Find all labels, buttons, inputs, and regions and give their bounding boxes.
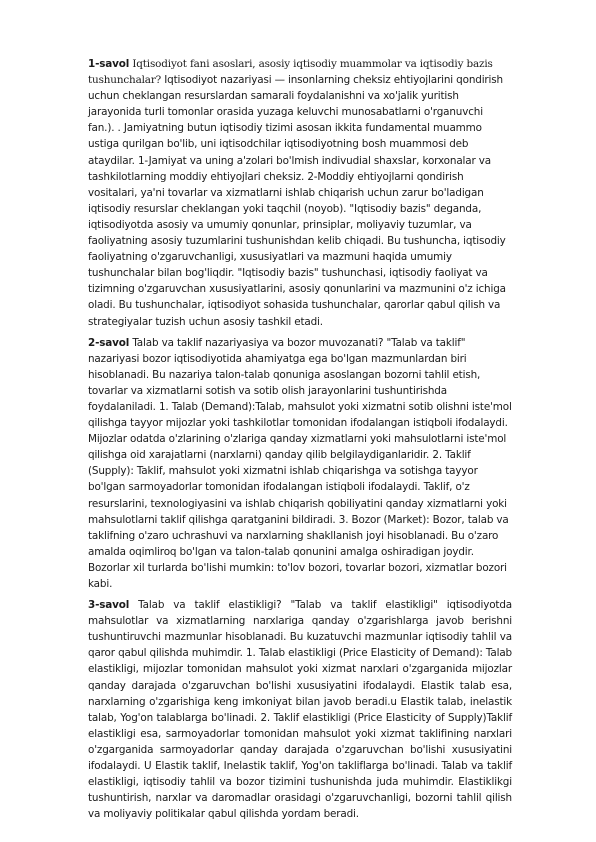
answer-text: Talab va taklif elastikligi? "Talab va taklif elastikligi" iqtisodiyotda mahsulotlar va xizmatlarning narxlariga qanday o'zgarishlarga javob berishni tushuntiruvchi mazmunlar hisoblanadi. Bu kuzatuvchi mazmunlar iqtisodiy tahlil va qaror qabul qilishda muhimdir. 1. Talab elastikligi (Price Elasticity of Demand): Talab elastikligi, mijozlar tomonidan mahsulot yoki xizmat narxlari o'zgarganida mijozlar qanday darajada o'zgaruvchan bo'lishi xususiyatini ifodalaydi. Elastik talab esa, narxlarning o'zgarishiga keng imkoniyat bilan javob beradi.u Elastik talab, inelastik talab, Yog'on talablarga bo'linadi. 2. Taklif elastikligi (Price Elasticity of Supply)Taklif elastikligi esa, sarmoyadorlar tomonidan mahsulot yoki xizmat taklifining narxlari o'zgarganida sarmoyadorlar qanday darajada o'zgaruvchan bo'lishi xususiyatini ifodalaydi. U Elastik taklif, Inelastik taklif, Yog'on takliflarga bo'linadi. Talab va taklif elastikligi, iqtisodiy tahlil va bozor tizimini tushunishda juda muhimdir. Elastiklikgi tushuntirish, narxlar va daromadlar orasidagi o'zgaruvchanligi, bozorni tahlil qilish va moliyaviy politikalar qabul qilishda yordam beradi. [88,599,512,821]
question-label: 3-savol [88,599,130,612]
document-page [88,56,512,827]
paragraph-question-2 [88,335,512,593]
question-label: 2-savol [88,336,130,349]
answer-text: Talab va taklif nazariyasiya va bozor muvozanati? "Talab va taklif" nazariyasi bozor iqtisodiyotida ahamiyatga ega bo'lgan mazmunlardan biri hisoblanadi. Bu nazariya talon-talab qonuniga asoslangan bozorni tahlil etish, tovarlar va xizmatlarni sotish va sotib olish jarayonlarini tushuntirishda foydalaniladi. 1. Talab (Demand):Talab, mahsulot yoki xizmatni sotib olishni iste'mol qilishga tayyor mijozlar yoki tashkilotlar tomonidan ifodalangan istiqboli ifodalaydi. Mijozlar odatda o'zlarining o'zlariga qanday xizmatlarni yoki mahsulotlarni iste'mol qilishga oid xarajatlarni (narxlarni) qanday qilib belgilaydiganlaridir. 2. Taklif (Supply): Taklif, mahsulot yoki xizmatni ishlab chiqarishga va sotishga tayyor bo'lgan sarmoyadorlar tomonidan ifodalangan istiqboli ifodalaydi. Taklif, o'z resurslarini, texnologiyasini va ishlab chiqarish qobiliyatini qanday xizmatlarni yoki mahsulotlarni taklif qilishga qaratganini bildiradi. 3. Bozor (Market): Bozor, talab va taklifning o'zaro uchrashuvi va narxlarning shakllanish joyi hisoblanadi. Bu o'zaro amalda oqimliroq bo'lgan va talon-talab qonunini amalga oshiradigan joydir. Bozorlar xil turlarda bo'lishi mumkin: to'lov bozori, tovarlar bozori, xizmatlar bozori kabi. [88,336,512,590]
question-label: 1-savol [88,58,130,70]
answer-text: Iqtisodiyot nazariyasi — insonlarning cheksiz ehtiyojlarini qondirish uchun cheklangan resurslardan samarali foydalanishni va xo'jalik yuritish jarayonida turli tomonlar orasida yuzaga keluvchi munosabatlarni o'rganuvchi fan.). . Jamiyatning butun iqtisodiy tizimi asosan ikkita fundamental muammo ustiga qurilgan bo'lib, uni iqtisodchilar iqtisodiyotning bosh muammosi deb ataydilar. 1-Jamiyat va uning a'zolari bo'lmish indivudial shaxslar, korxonalar va tashkilotlarning moddiy ehtiyojlari cheksiz. 2-Moddiy ehtiyojlarni qondirish vositalari, ya'ni tovarlar va xizmatlarni ishlab chiqarish uchun zarur bo'ladigan iqtisodiy resurslar cheklangan yoki taqchil (noyob). "Iqtisodiy bazis" deganda, iqtisodiyotda asosiy va umumiy qonunlar, prinsiplar, moliyaviy tuzumlar, va faoliyatning asosiy tuzumlarini tushunishdan kelib chiqadi. Bu tushuncha, iqtisodiy faoliyatning o'zgaruvchanligi, xususiyatlari va mazmuni haqida umumiy tushunchalar bilan bog'liqdir. "Iqtisodiy bazis" tushunchasi, iqtisodiy faoliyat va tizimning o'zgaruvchan xususiyatlarini, asosiy qonunlarini va mazmunini o'z ichiga oladi. Bu tushunchalar, iqtisodiyot sohasida tushunchalar, qarorlar qabul qilish va strategiyalar tuzish uchun asosiy tashkil etadi. [88,74,506,328]
question-heading: Iqtisodiyot fani asoslari, asosiy iqtisodiy muammolar va iqtisodiy bazis tushunchalar? [88,58,493,87]
paragraph-question-1 [88,56,512,330]
paragraph-question-3 [88,597,512,822]
